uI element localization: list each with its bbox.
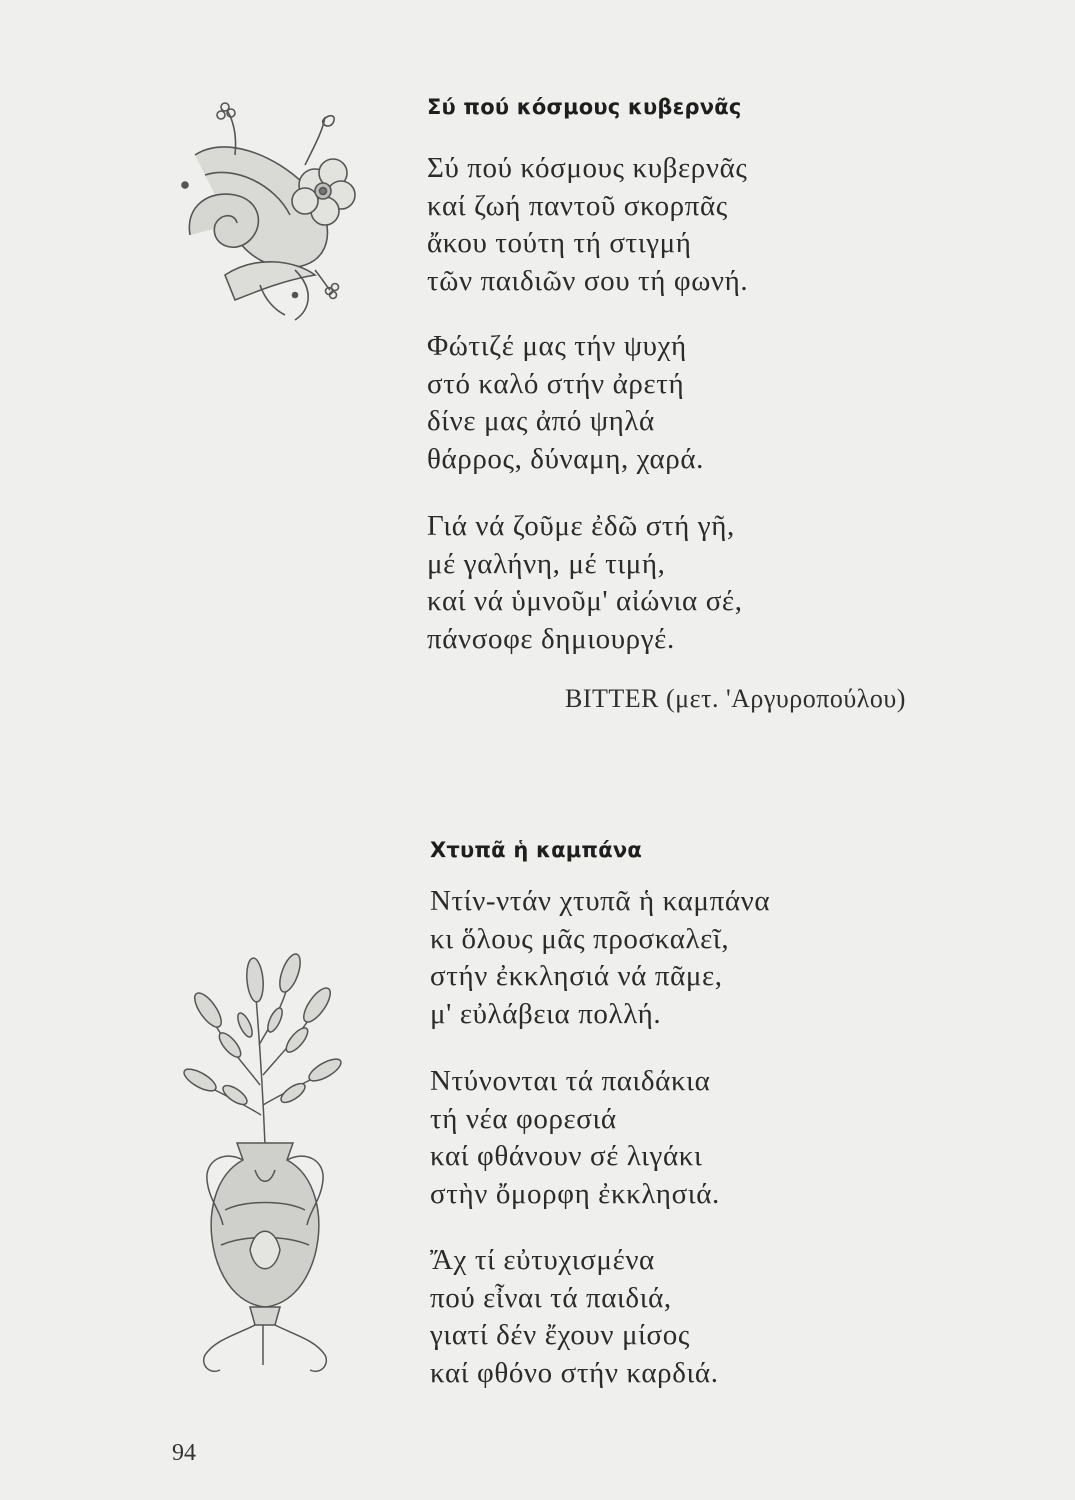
- floral-scroll-ornament: [165, 95, 375, 325]
- poem-title: Χτυπᾶ ἡ καμπάνα: [430, 838, 642, 862]
- poem-stanza: [427, 150, 748, 300]
- verse-line: θάρρος, δύναμη, χαρά.: [427, 442, 704, 475]
- verse-line: στὴν ὄμορφη ἐκκλησιά.: [430, 1177, 720, 1210]
- flower-vase-ornament: [175, 945, 355, 1390]
- verse-line: καί φθάνουν σέ λιγάκι: [430, 1140, 703, 1172]
- verse-line: ἄκου τούτη τή στιγμή: [427, 227, 692, 259]
- verse-line: στήν ἐκκλησιά νά πᾶμε,: [430, 960, 723, 992]
- verse-line: μ' εὐλάβεια πολλή.: [430, 997, 662, 1030]
- verse-line: κι ὅλους μᾶς προσκαλεῖ,: [430, 922, 730, 955]
- verse-line: γιατί δέν ἔχουν μίσος: [430, 1319, 690, 1351]
- poem-stanza: [427, 508, 743, 658]
- poem-stanza: [430, 883, 770, 1033]
- verse-line: πάνσοφε δημιουργέ.: [427, 622, 675, 655]
- poem-attribution: BITTER (μετ. 'Αργυροπούλου): [565, 684, 906, 713]
- verse-line: στό καλό στήν ἀρετή: [427, 367, 685, 400]
- verse-line: τή νέα φορεσιά: [430, 1102, 617, 1135]
- verse-line: καί φθόνο στήν καρδιά.: [430, 1356, 719, 1389]
- verse-line: μέ γαλήνη, μέ τιμή,: [427, 547, 666, 580]
- verse-line: Ἄχ τί εὐτυχισμένα: [430, 1244, 655, 1276]
- poem-stanza: [430, 1242, 719, 1392]
- verse-line: πού εἶναι τά παιδιά,: [430, 1281, 672, 1314]
- verse-line: Γιά νά ζοῦμε ἐδῶ στή γῆ,: [427, 510, 735, 542]
- poem-stanza: [427, 328, 704, 478]
- verse-line: καί νά ὑμνοῦμ' αἰώνια σέ,: [427, 585, 743, 617]
- verse-line: τῶν παιδιῶν σου τή φωνή.: [427, 264, 749, 297]
- verse-line: Σύ πού κόσμους κυβερνᾶς: [427, 152, 748, 184]
- verse-line: δίνε μας ἀπό ψηλά: [427, 405, 655, 437]
- page-number: 94: [172, 1440, 196, 1466]
- verse-line: Φώτιζέ μας τήν ψυχή: [427, 330, 687, 362]
- poem-stanza: [430, 1063, 720, 1213]
- verse-line: καί ζωή παντοῦ σκορπᾶς: [427, 189, 728, 222]
- verse-line: Ντίν-ντάν χτυπᾶ ἡ καμπάνα: [430, 885, 771, 917]
- verse-line: Ντύνονται τά παιδάκια: [430, 1065, 711, 1097]
- poem-title: Σύ πού κόσμους κυβερνᾶς: [427, 95, 742, 119]
